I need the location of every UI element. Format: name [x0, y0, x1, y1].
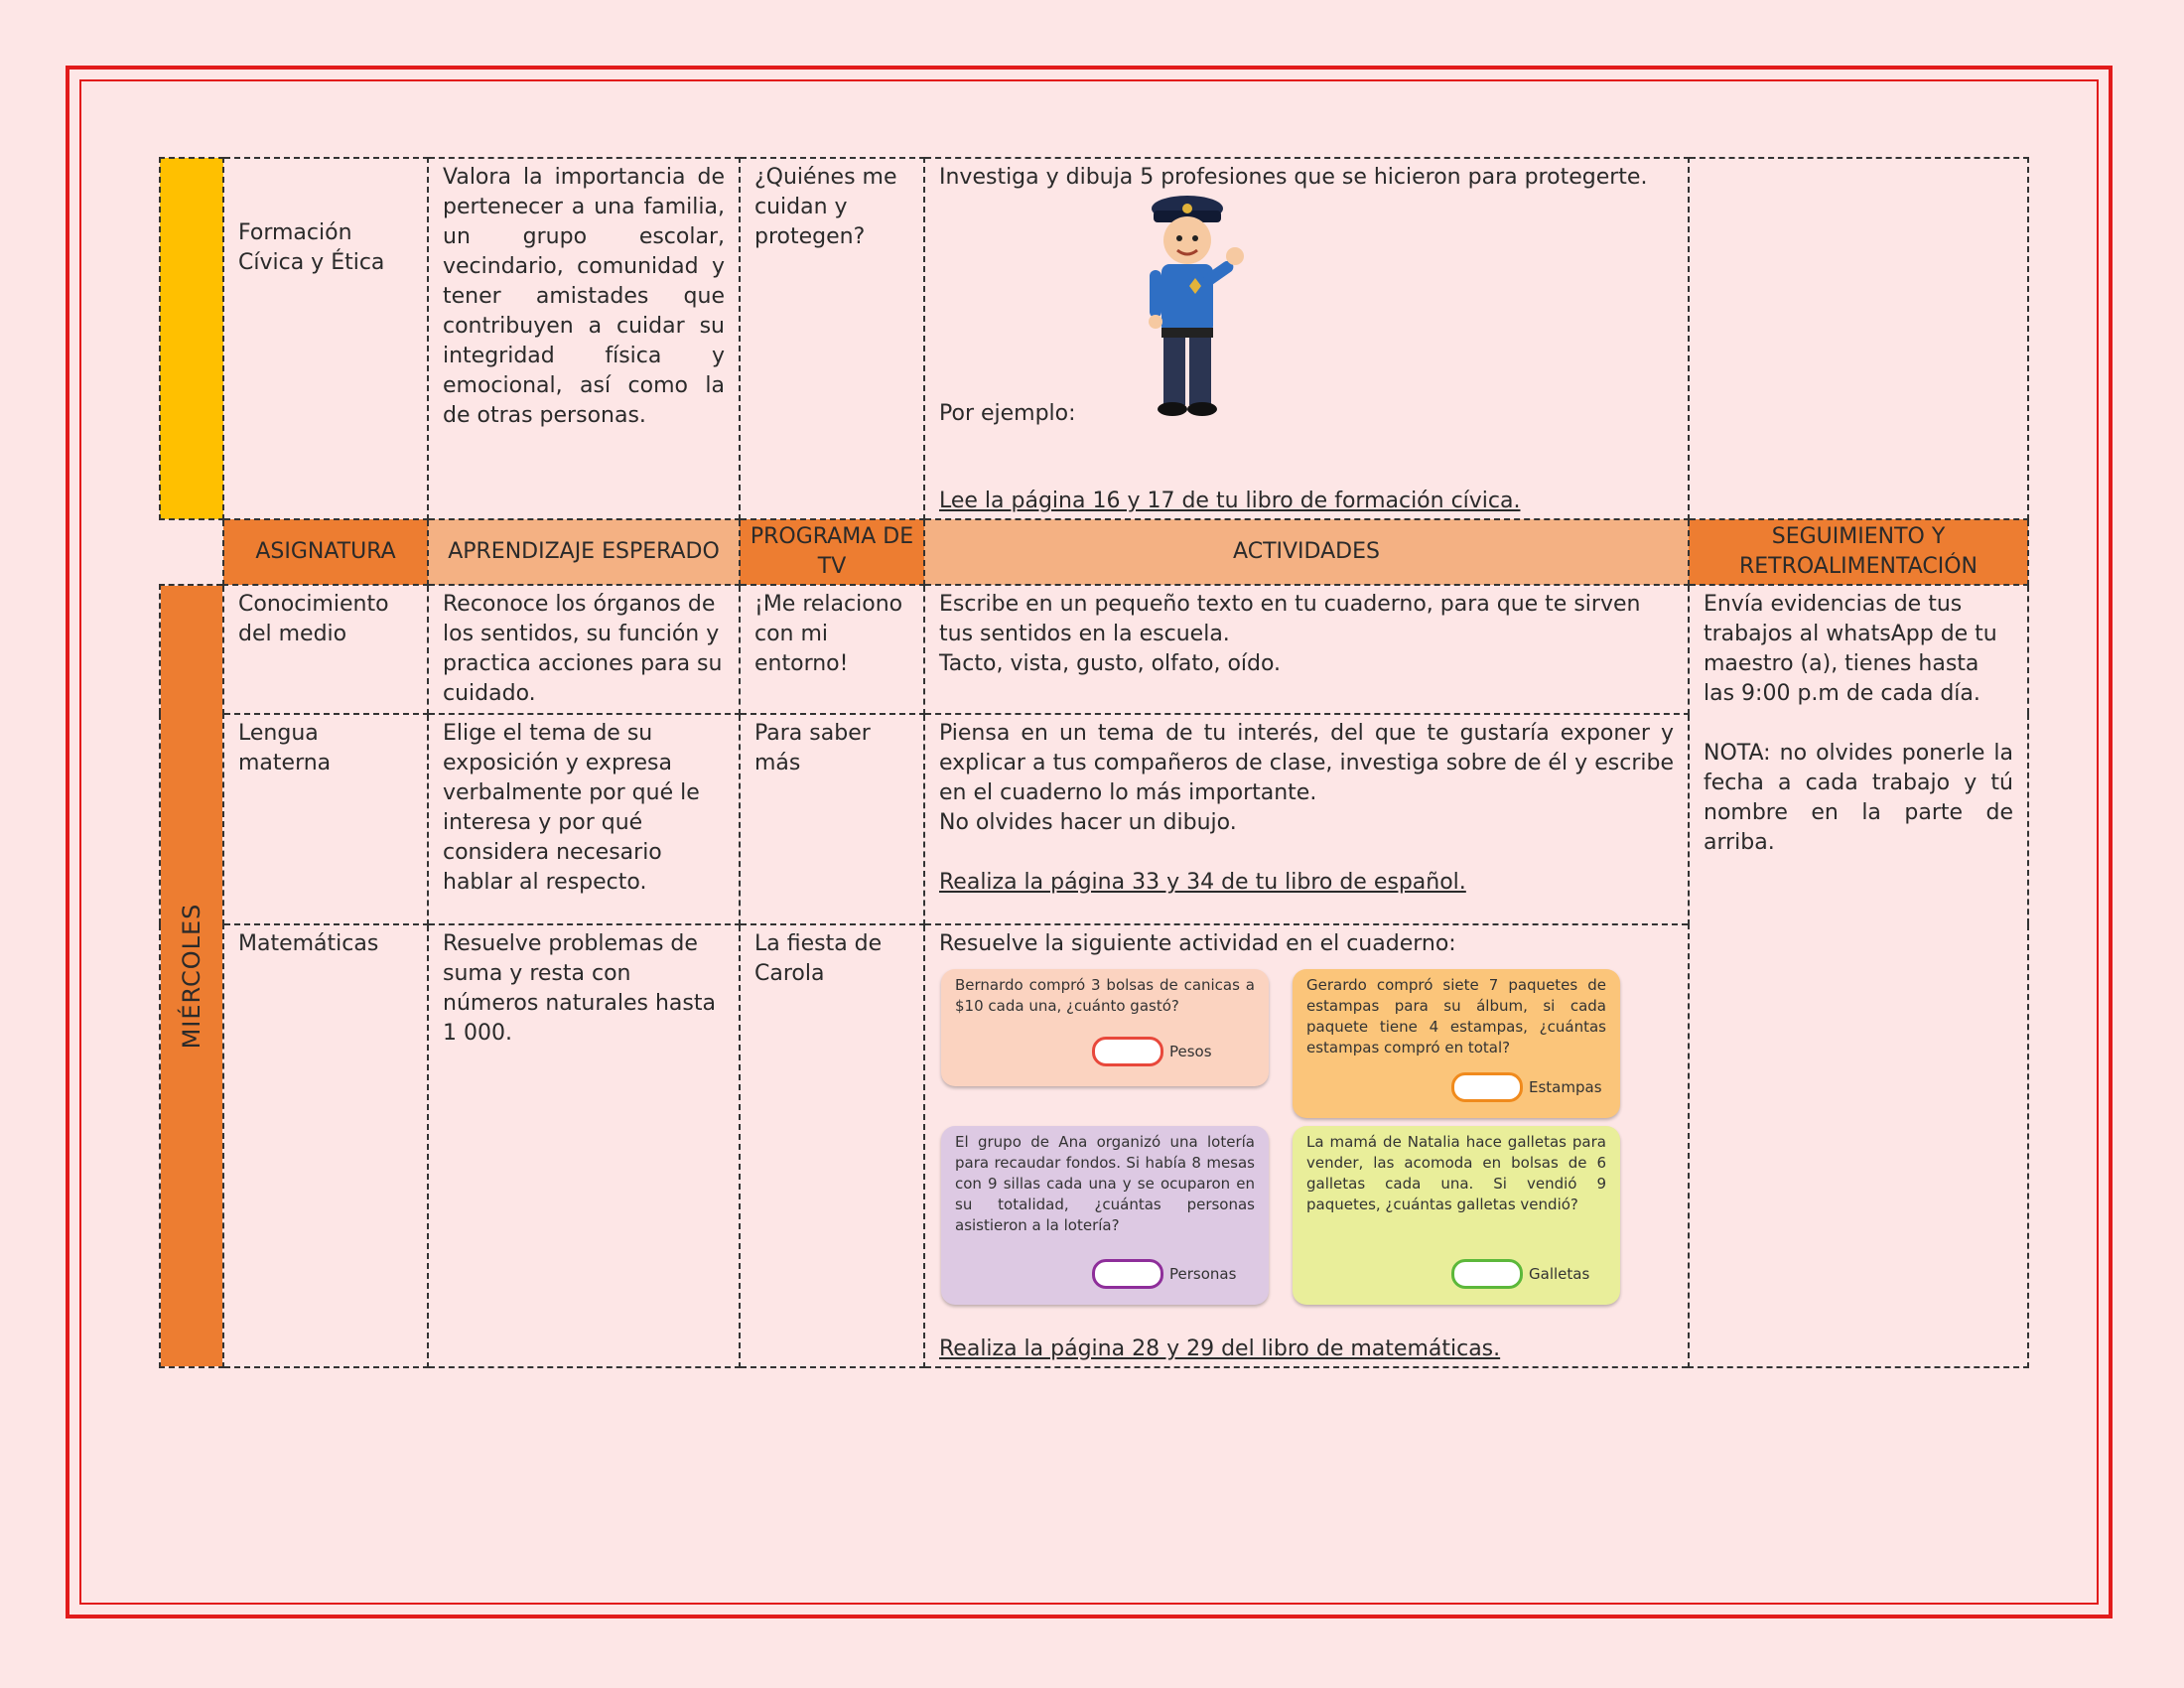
activity-detail: Tacto, vista, gusto, olfato, oído. [939, 651, 1282, 676]
program-cell: La fiesta de Carola [740, 924, 924, 1367]
math-problem-cards [939, 969, 1634, 1307]
day-label: MIÉRCOLES [178, 903, 205, 1050]
header-subject: ASIGNATURA [223, 519, 428, 585]
problem-text: Bernardo compró 3 bolsas de canicas a $10 cada una, ¿cuánto gastó? [955, 976, 1255, 1015]
problem-card [941, 969, 1269, 1086]
activity-cell [924, 924, 1689, 1367]
program-cell: ¿Quiénes me cuidan y protegen? [740, 158, 924, 519]
subject-cell: Conocimiento del medio [223, 585, 428, 714]
learning-cell: Resuelve problemas de suma y resta con números naturales hasta 1 000. [428, 924, 740, 1367]
reading-assignment: Realiza la página 28 y 29 del libro de matemáticas. [939, 1336, 1501, 1361]
answer-box[interactable] [1092, 1037, 1163, 1066]
answer-box[interactable] [1451, 1072, 1523, 1102]
followup-cell [1689, 585, 2028, 1367]
answer-unit: Galletas [1529, 1264, 1590, 1283]
activity-text: Resuelve la siguiente actividad en el cuaderno: [939, 931, 1456, 956]
subject-cell: Matemáticas [223, 924, 428, 1367]
answer-unit: Pesos [1169, 1042, 1212, 1060]
row-conocimiento [160, 585, 2028, 714]
answer-unit: Estampas [1529, 1077, 1602, 1096]
subject-cell: Lengua materna [223, 714, 428, 924]
activity-text: Investiga y dibuja 5 profesiones que se hicieron para protegerte. [939, 165, 1648, 190]
lesson-plan-table [159, 157, 2029, 1368]
problem-card [941, 1126, 1269, 1305]
learning-cell: Valora la importancia de pertenecer a una familia, un grupo escolar, vecindario, comunidad y tener amistades que contribuyen a cuidar su integridad física y emocional, así como la de otras personas. [428, 158, 740, 519]
header-spacer [160, 519, 223, 585]
activity-detail: No olvides hacer un dibujo. [939, 810, 1237, 835]
activity-cell [924, 158, 1689, 519]
header-activities: ACTIVIDADES [924, 519, 1689, 585]
followup-cell-empty [1689, 158, 2028, 519]
learning-cell: Elige el tema de su exposición y expresa verbalmente por qué le interesa y por qué considera necesario hablar al respecto. [428, 714, 740, 924]
header-learning: APRENDIZAJE ESPERADO [428, 519, 740, 585]
problem-card [1293, 969, 1620, 1118]
day-column [160, 585, 223, 1367]
problem-card [1293, 1126, 1620, 1305]
answer-box[interactable] [1451, 1259, 1523, 1289]
header-followup: SEGUIMIENTO Y RETROALIMENTACIÓN [1689, 519, 2028, 585]
activity-text: Piensa en un tema de tu interés, del que te gustaría exponer y explicar a tus compañeros de clase, investiga sobre de él y escribe en el cuaderno lo más importante. [939, 721, 1674, 805]
subject-cell: Formación Cívica y Ética [223, 158, 428, 519]
activity-cell [924, 585, 1689, 714]
reading-assignment: Realiza la página 33 y 34 de tu libro de español. [939, 870, 1466, 895]
activity-text: Escribe en un pequeño texto en tu cuaderno, para que te sirven tus sentidos en la escuela. [939, 592, 1641, 646]
header-program: PROGRAMA DE TV [740, 519, 924, 585]
problem-text: Gerardo compró siete 7 paquetes de estampas para su álbum, si cada paquete tiene 4 estampas, ¿cuántas estampas compró en total? [1306, 976, 1606, 1056]
reading-assignment: Lee la página 16 y 17 de tu libro de formación cívica. [939, 489, 1521, 513]
program-cell: Para saber más [740, 714, 924, 924]
header-row [160, 519, 2028, 585]
answer-unit: Personas [1169, 1264, 1237, 1283]
police-officer-illustration [1140, 189, 1259, 427]
problem-text: La mamá de Natalia hace galletas para vender, las acomoda en bolsas de 6 galletas cada una. Si vendió 9 paquetes, ¿cuántas galletas vendió? [1306, 1133, 1606, 1213]
day-color-bar [160, 158, 223, 519]
answer-box[interactable] [1092, 1259, 1163, 1289]
program-cell: ¡Me relaciono con mi entorno! [740, 585, 924, 714]
problem-text: El grupo de Ana organizó una lotería para recaudar fondos. Si había 8 mesas con 9 sillas cada una y se ocuparon en su totalidad, ¿cuántas personas asistieron a la lotería? [955, 1133, 1255, 1234]
example-label: Por ejemplo: [939, 401, 1076, 426]
learning-cell: Reconoce los órganos de los sentidos, su función y practica acciones para su cuidado. [428, 585, 740, 714]
row-formacion [160, 158, 2028, 519]
followup-note: NOTA: no olvides ponerle la fecha a cada trabajo y tú nombre en la parte de arriba. [1704, 741, 2013, 855]
followup-text: Envía evidencias de tus trabajos al whatsApp de tu maestro (a), tienes hasta las 9:00 p.m de cada día. [1704, 592, 1997, 706]
activity-cell [924, 714, 1689, 924]
